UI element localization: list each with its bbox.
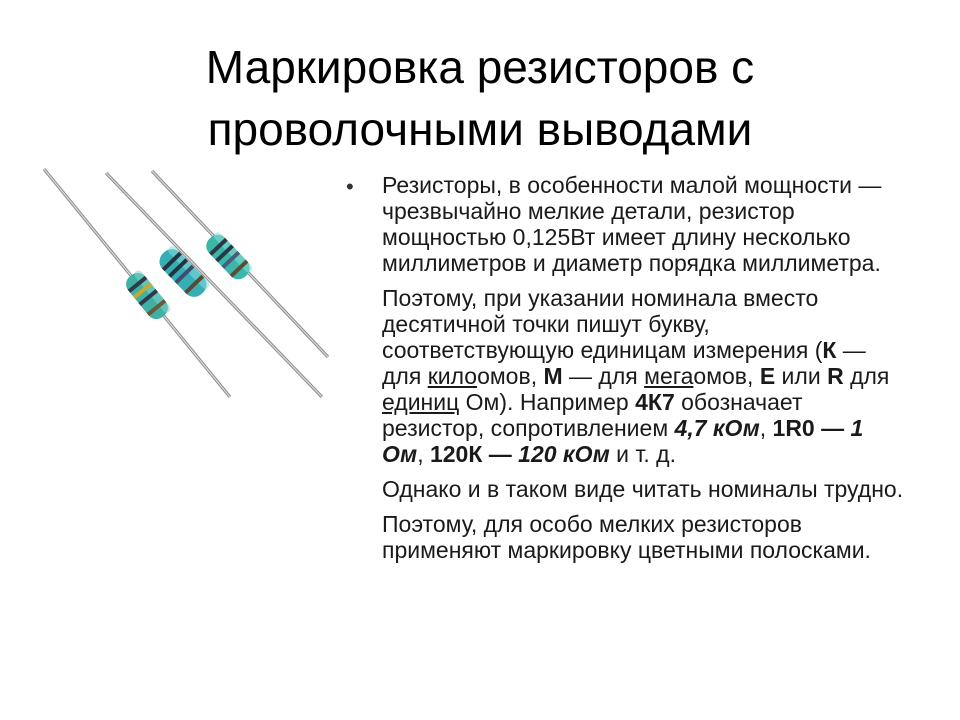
paragraph-4: Поэтому, для особо мелких резисторов применяют маркировку цветными полосками.: [382, 511, 871, 563]
p2-text: — для: [382, 337, 866, 389]
title-line-2: проволочными выводами: [207, 103, 753, 155]
word-kilo: кило: [427, 363, 478, 389]
p2-text: ,: [759, 415, 773, 441]
p2-dash: —: [814, 415, 851, 441]
p2-text: омов,: [477, 363, 544, 389]
example-1r0: 1R0: [772, 415, 815, 441]
letter-e: Е: [759, 363, 776, 389]
p2-text: и т. д.: [609, 441, 676, 467]
bullet-marker: •: [346, 174, 354, 199]
letter-r: R: [827, 363, 844, 389]
p2-dash: —: [482, 441, 519, 467]
resistors-photo: [40, 165, 330, 400]
slide-title: [0, 36, 960, 160]
example-4k7: 4К7: [635, 389, 675, 415]
content-block: [346, 172, 906, 572]
word-units: единиц: [382, 389, 460, 415]
value-1-ohm: 1 Ом: [382, 415, 864, 467]
value-4-7-kohm: 4,7 кОм: [674, 415, 760, 441]
p2-text: Поэтому, при указании номинала вместо десятичной точки пишут букву, соответствующую единицам измерения (: [382, 285, 823, 363]
p2-text: ,: [417, 441, 430, 467]
p2-text: обозначает резистор, сопротивлением: [382, 389, 803, 441]
title-line-1: Маркировка резисторов с: [205, 41, 755, 93]
example-120k: 120К: [429, 441, 483, 467]
p2-text: Ом). Например: [459, 389, 636, 415]
letter-k: К: [822, 337, 837, 363]
p2-text: — для: [562, 363, 645, 389]
p2-text: омов,: [693, 363, 760, 389]
p2-text: или: [775, 363, 828, 389]
paragraph-1: Резисторы, в особенности малой мощности — чрезвычайно мелкие детали, резистор мощностью 0,125Вт имеет длину несколько миллиметров и диаметр порядка миллиметра.: [382, 172, 882, 276]
letter-m: М: [543, 363, 563, 389]
p2-text: для: [843, 363, 890, 389]
value-120-kohm: 120 кОм: [518, 441, 610, 467]
word-mega: мега: [644, 363, 694, 389]
paragraph-3: Однако и в таком виде читать номиналы трудно.: [382, 476, 904, 502]
paragraph-2: [382, 285, 906, 467]
